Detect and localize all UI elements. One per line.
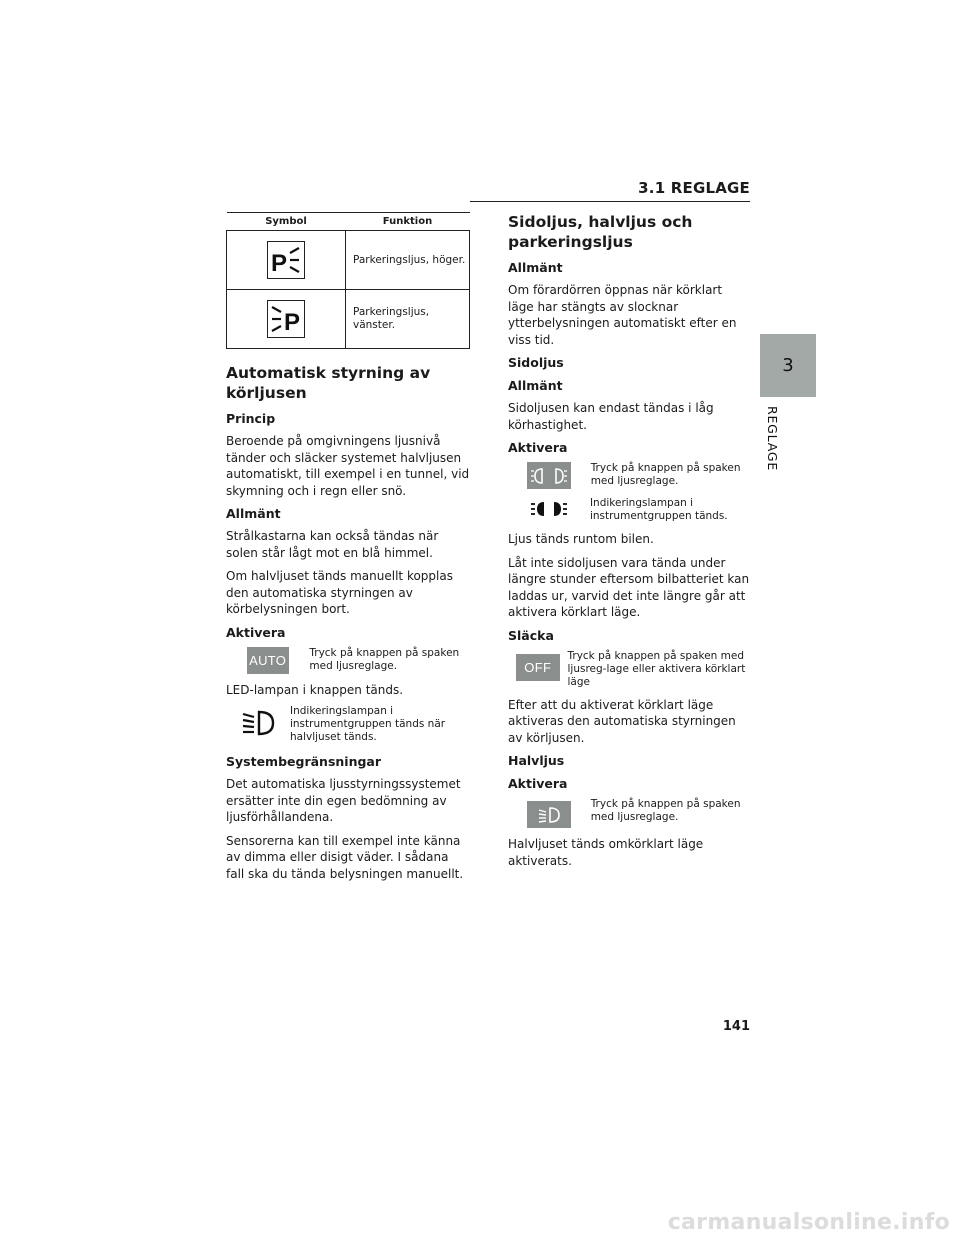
function-cell: Parkeringsljus, vänster. — [346, 290, 470, 349]
lowbeam-indicator-row — [226, 705, 470, 744]
instruction-text: Tryck på knappen på spaken med ljusreg-lage eller aktivera körklart läge — [567, 649, 746, 688]
low-beam-icon — [538, 806, 560, 824]
instruction-text: Indikeringslampan i instrumentgruppen tänds när halvljuset tänds. — [289, 705, 446, 743]
paragraph: Beroende på omgivningens ljusnivå tänder och släcker systemet halvljusen automatiskt, till exempel i en tunnel, vid skymning och i regn eller snö. — [226, 434, 470, 498]
heading-side-lights: Sidoljus, halvljus och parkeringsljus — [508, 213, 693, 251]
svg-text:P: P — [284, 309, 301, 336]
paragraph: Om förardörren öppnas när körklart läge har stängts av slocknar ytterbelysningen automatiskt efter en viss tid. — [508, 283, 737, 347]
heading-sidoljus: Sidoljus — [508, 355, 564, 370]
side-light-button[interactable] — [527, 462, 571, 489]
heading-slacka: Släcka — [508, 627, 554, 643]
right-column — [508, 212, 750, 876]
heading-aktivera: Aktivera — [508, 776, 568, 791]
off-instruction-row — [508, 650, 750, 689]
paragraph: LED-lampan i knappen tänds. — [226, 682, 404, 697]
paragraph: Sidoljusen kan endast tändas i låg körhastighet. — [508, 401, 714, 432]
heading-aktivera: Aktivera — [508, 440, 568, 455]
symbol-cell — [227, 290, 346, 349]
col-symbol-header: Symbol — [227, 213, 346, 231]
paragraph: Ljus tänds runtom bilen. — [508, 532, 654, 546]
parking-light-left-icon — [267, 300, 305, 338]
lowbeam-button-row — [508, 798, 750, 828]
heading-allmant: Allmänt — [226, 506, 281, 521]
table-row — [227, 290, 470, 349]
symbol-cell — [227, 231, 346, 290]
paragraph: Efter att du aktiverat körklart läge aktiveras den automatiska styrningen av körljusen. — [508, 697, 736, 745]
instruction-text: Tryck på knappen på spaken med ljusreglage. — [590, 462, 741, 487]
heading-allmant: Allmänt — [508, 260, 563, 275]
paragraph: Sensorerna kan till exempel inte känna av dimma eller disigt väder. I sådana fall ska du tända belysningen manuellt. — [226, 833, 464, 881]
table-row — [227, 231, 470, 290]
side-light-button-row — [508, 462, 750, 489]
left-column — [226, 212, 470, 889]
instruction-text: Tryck på knappen på spaken med ljusreglage. — [590, 798, 741, 823]
auto-button[interactable]: AUTO — [247, 647, 289, 674]
paragraph: Det automatiska ljusstyrningssystemet ersätter inte din egen bedömning av ljusförhållandena. — [226, 777, 461, 824]
chapter-tab[interactable]: 3 — [760, 334, 816, 397]
off-button[interactable]: OFF — [516, 654, 560, 681]
heading-limitations: Systembegränsningar — [226, 754, 382, 769]
function-cell: Parkeringsljus, höger. — [346, 231, 470, 290]
low-beam-button[interactable] — [527, 801, 571, 828]
auto-instruction-row — [226, 647, 470, 674]
page-number: 141 — [722, 1019, 750, 1034]
heading-aktivera: Aktivera — [226, 624, 286, 640]
side-light-indicator-icon — [531, 500, 567, 522]
chapter-label: REGLAGE — [765, 406, 780, 472]
symbol-table — [226, 212, 470, 349]
svg-text:P: P — [271, 250, 288, 277]
col-function-header: Funktion — [346, 213, 470, 231]
instruction-text: Tryck på knappen på spaken med ljusreglage. — [309, 646, 460, 672]
paragraph: Om halvljuset tänds manuellt kopplas den automatiska styrningen av körbelysningen bort. — [226, 569, 453, 616]
instruction-text: Indikeringslampan i instrumentgruppen tänds. — [589, 497, 728, 522]
section-header: 3.1 REGLAGE — [470, 179, 750, 202]
heading-halvljus: Halvljus — [508, 753, 565, 768]
heading-auto-lights: Automatisk styrning av körljusen — [226, 364, 431, 402]
low-beam-indicator-icon — [241, 709, 275, 741]
heading-princip: Princip — [226, 411, 276, 426]
side-light-icon — [531, 467, 567, 485]
watermark: carmanualsonline.info — [667, 1210, 950, 1235]
paragraph: Strålkastarna kan också tändas när solen står lågt mot en blå himmel. — [226, 529, 439, 560]
side-light-indicator-row — [508, 497, 750, 523]
paragraph: Låt inte sidoljusen vara tända under längre stunder eftersom bilbatteriet kan laddas ur, varvid det inte längre går att aktivera körklart läge. — [508, 555, 750, 619]
paragraph: Halvljuset tänds omkörklart läge aktiverats. — [508, 837, 704, 868]
heading-allmant: Allmänt — [508, 378, 563, 393]
parking-light-right-icon — [267, 241, 305, 279]
